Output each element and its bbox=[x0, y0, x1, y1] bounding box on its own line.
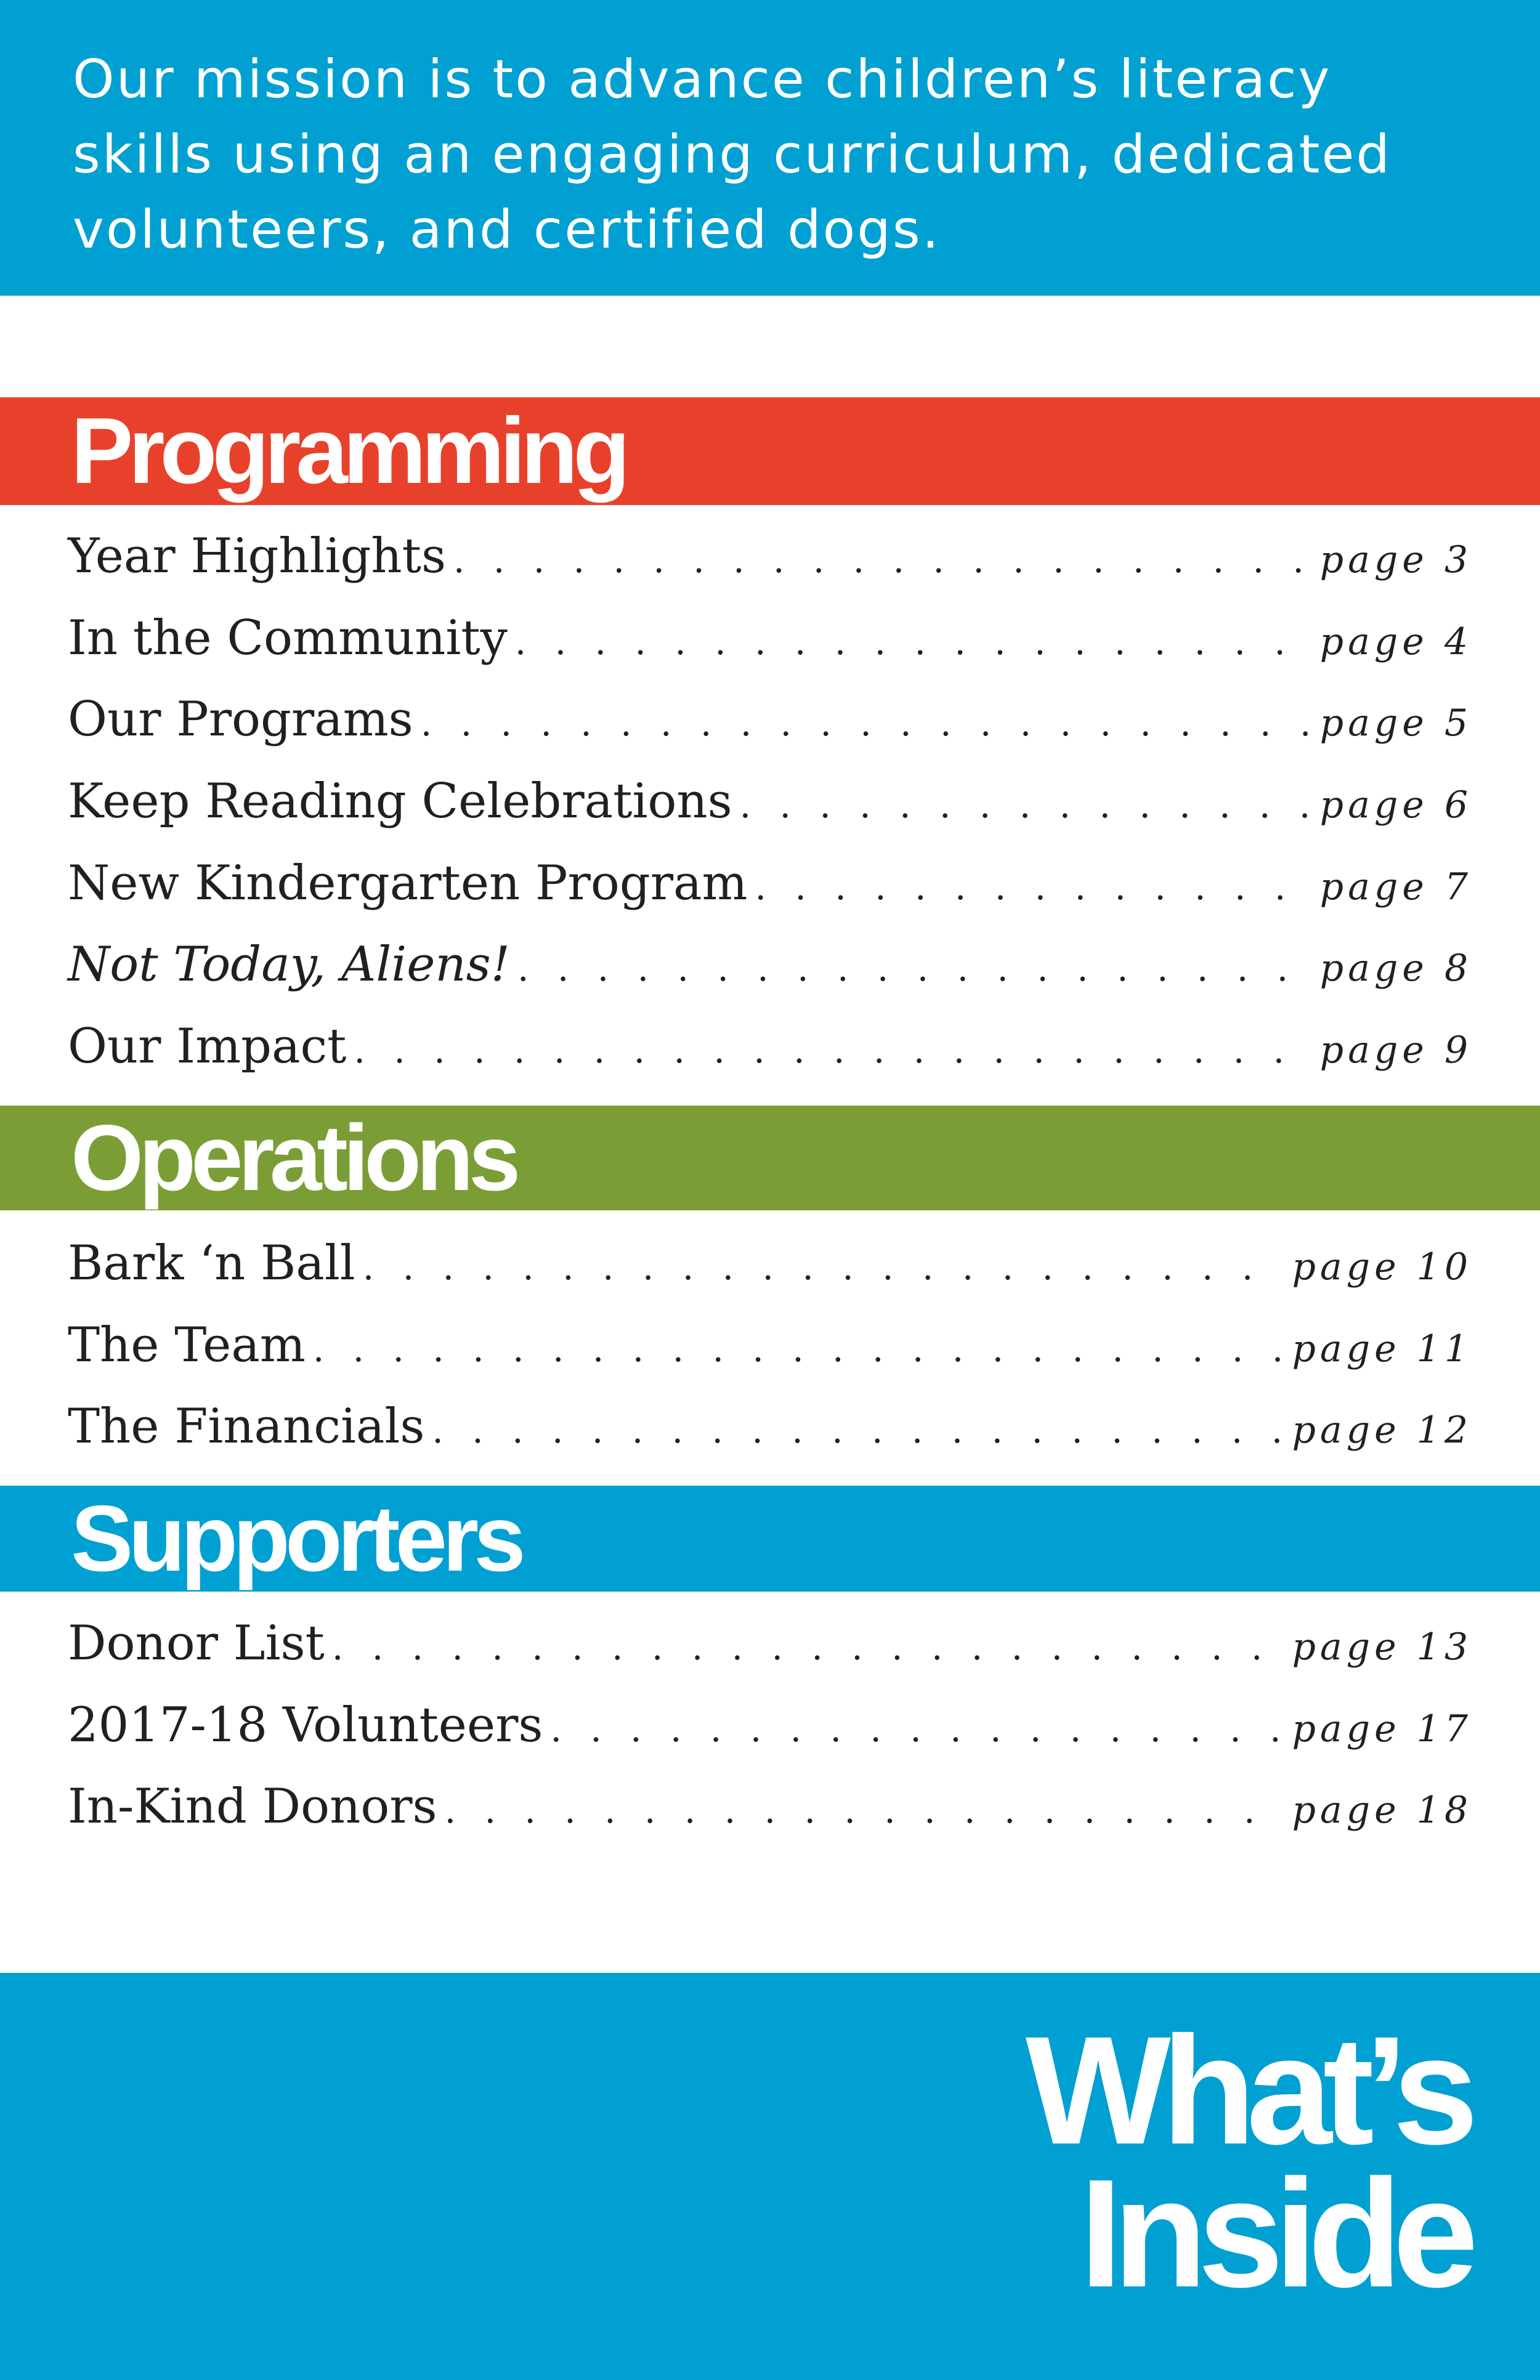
toc-entry-page: page 10 bbox=[1292, 1245, 1472, 1289]
toc-entry-page: page 8 bbox=[1319, 947, 1472, 990]
mission-line: skills using an engaging curriculum, dedicated bbox=[73, 124, 1392, 185]
mission-banner bbox=[0, 0, 1540, 296]
dot-leader bbox=[432, 1409, 1284, 1451]
mission-line: Our mission is to advance children’s literacy bbox=[73, 49, 1332, 110]
toc-entry-title: In the Community bbox=[68, 610, 508, 666]
toc-entry[interactable] bbox=[68, 610, 1472, 692]
whats-inside-line: Inside bbox=[1079, 2147, 1469, 2319]
whats-inside-line: What’s bbox=[1025, 2004, 1469, 2176]
toc-entry-page: page 18 bbox=[1292, 1789, 1472, 1832]
toc-entry-title: The Financials bbox=[68, 1399, 425, 1455]
toc-entry-page: page 4 bbox=[1319, 620, 1472, 663]
toc-entry[interactable] bbox=[68, 774, 1472, 856]
toc-entry-page: page 7 bbox=[1319, 865, 1472, 909]
toc-entry[interactable] bbox=[68, 1779, 1472, 1861]
toc-entry-page: page 11 bbox=[1292, 1327, 1472, 1370]
dot-leader bbox=[363, 1246, 1285, 1288]
dot-leader bbox=[453, 539, 1313, 581]
toc-entry-title: Bark ‘n Ball bbox=[68, 1236, 355, 1291]
operations-toc bbox=[68, 1236, 1472, 1481]
mission-statement bbox=[73, 42, 1489, 267]
whats-inside-banner bbox=[0, 1973, 1540, 2380]
toc-entry-page: page 12 bbox=[1292, 1409, 1472, 1452]
whats-inside-title bbox=[1025, 2004, 1469, 2319]
toc-entry-page: page 13 bbox=[1292, 1625, 1472, 1669]
toc-entry[interactable] bbox=[68, 692, 1472, 774]
dot-leader bbox=[550, 1708, 1284, 1750]
programming-toc bbox=[68, 528, 1472, 1101]
toc-entry-title: Our Programs bbox=[68, 692, 413, 748]
dot-leader bbox=[755, 866, 1312, 908]
toc-entry-title: Keep Reading Celebrations bbox=[68, 774, 732, 830]
dot-leader bbox=[515, 621, 1313, 663]
toc-entry-title: Not Today, Aliens! bbox=[68, 937, 510, 993]
toc-entry[interactable] bbox=[68, 1698, 1472, 1779]
dot-leader bbox=[740, 784, 1313, 826]
toc-entry[interactable] bbox=[68, 1399, 1472, 1481]
toc-entry-page: page 5 bbox=[1319, 702, 1472, 745]
toc-entry-page: page 3 bbox=[1319, 538, 1472, 581]
dot-leader bbox=[517, 947, 1313, 989]
toc-entry-page: page 17 bbox=[1292, 1707, 1472, 1751]
toc-entry-title: Donor List bbox=[68, 1616, 325, 1671]
programming-heading: Programming bbox=[0, 397, 1540, 505]
dot-leader bbox=[332, 1626, 1285, 1668]
mission-line: volunteers, and certified dogs. bbox=[73, 199, 941, 261]
toc-entry[interactable] bbox=[68, 1318, 1472, 1399]
toc-entry[interactable] bbox=[68, 937, 1472, 1019]
toc-entry[interactable] bbox=[68, 1616, 1472, 1698]
dot-leader bbox=[354, 1029, 1313, 1071]
toc-entry-page: page 6 bbox=[1319, 783, 1472, 827]
supporters-toc bbox=[68, 1616, 1472, 1861]
toc-entry-title: In-Kind Donors bbox=[68, 1779, 437, 1835]
dot-leader bbox=[421, 702, 1313, 744]
toc-entry-title: Our Impact bbox=[68, 1019, 347, 1075]
dot-leader bbox=[313, 1328, 1285, 1370]
toc-entry[interactable] bbox=[68, 1236, 1472, 1318]
toc-entry[interactable] bbox=[68, 1019, 1472, 1101]
toc-entry[interactable] bbox=[68, 528, 1472, 610]
toc-entry-title: Year Highlights bbox=[68, 528, 447, 584]
toc-entry-page: page 9 bbox=[1319, 1029, 1472, 1072]
toc-entry-title: 2017-18 Volunteers bbox=[68, 1697, 543, 1753]
dot-leader bbox=[445, 1789, 1285, 1831]
operations-heading: Operations bbox=[0, 1106, 1540, 1210]
supporters-heading: Supporters bbox=[0, 1486, 1540, 1592]
toc-entry[interactable] bbox=[68, 856, 1472, 937]
toc-entry-title: The Team bbox=[68, 1317, 306, 1373]
toc-entry-title: New Kindergarten Program bbox=[68, 855, 748, 911]
